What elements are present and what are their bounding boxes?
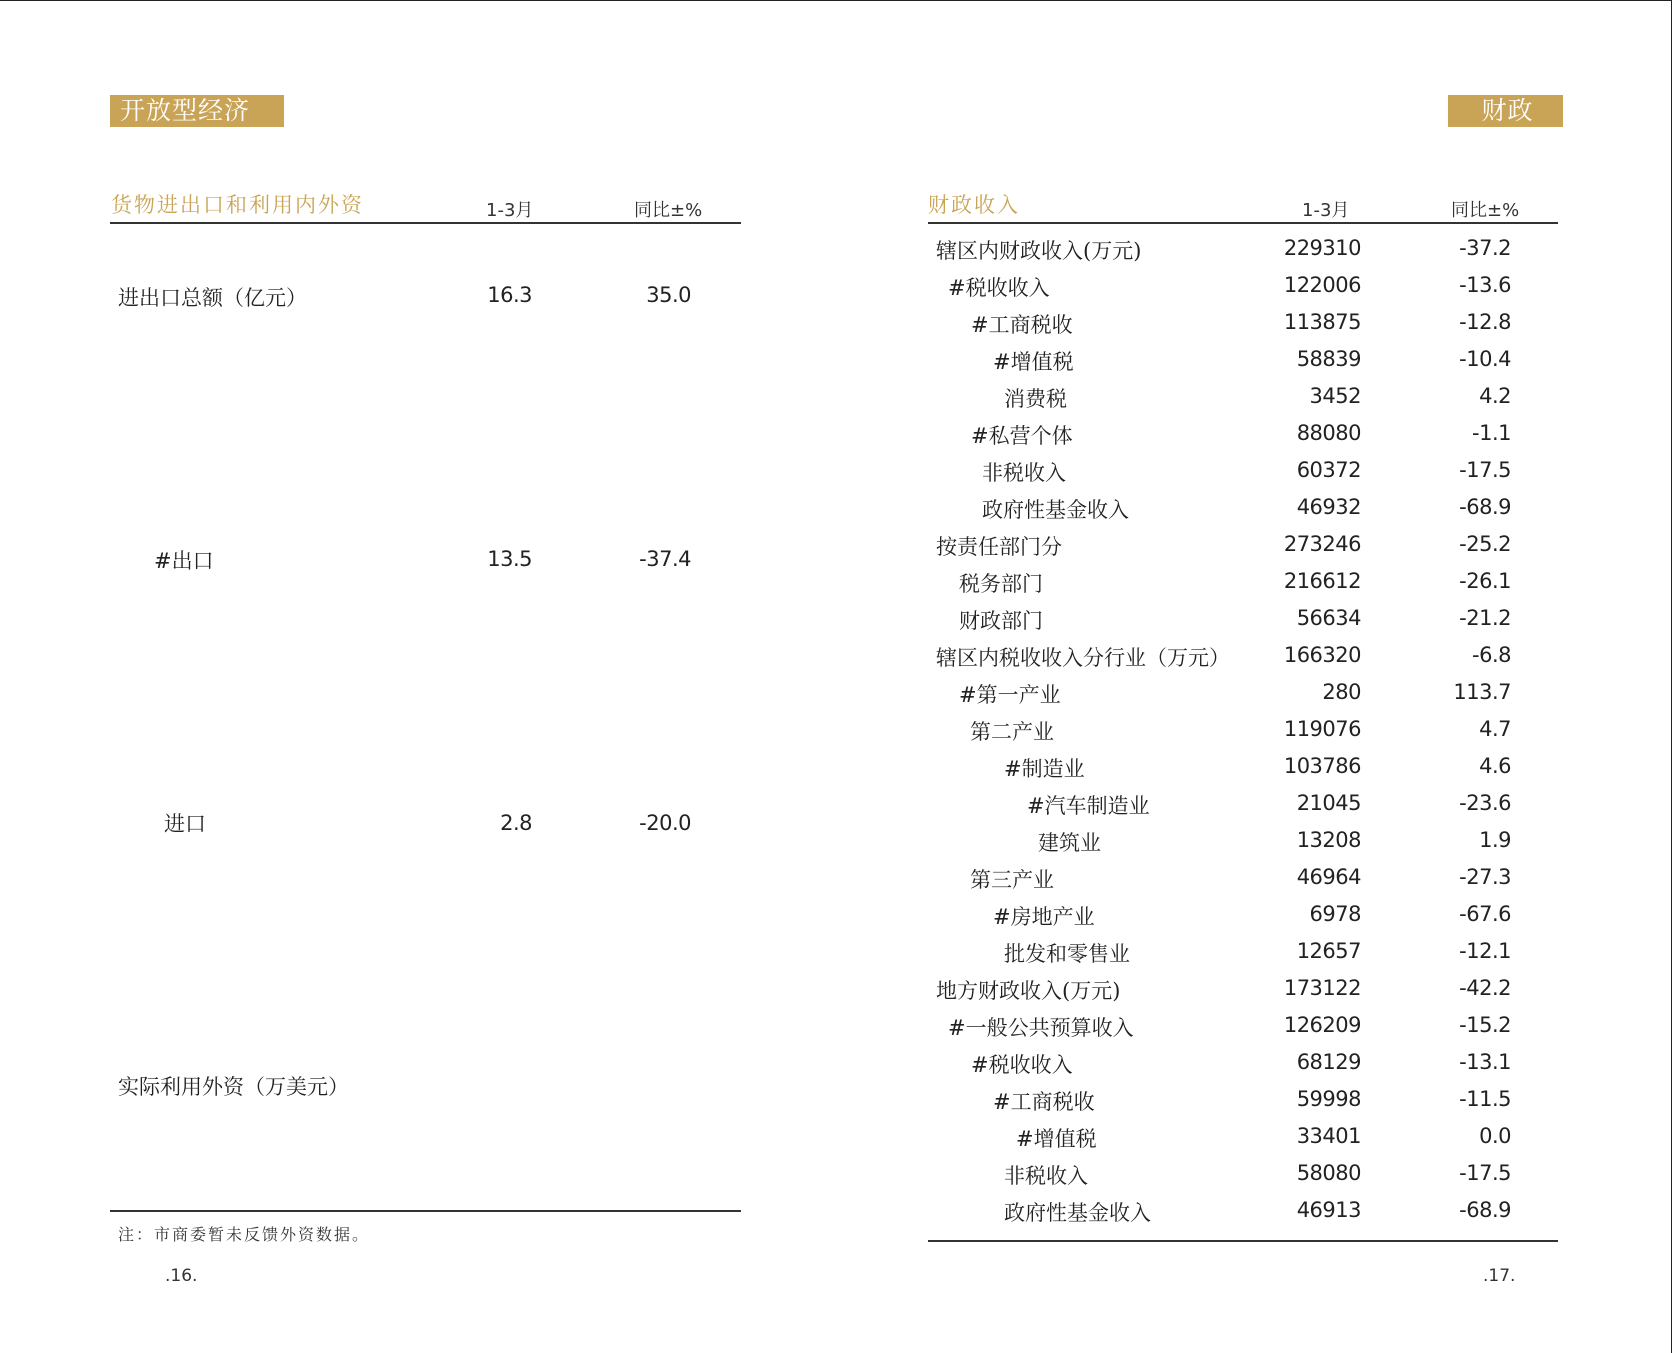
top-border — [0, 0, 1672, 1]
fiscal-row-yoy: -12.1 — [1459, 939, 1511, 963]
fiscal-row-yoy: 4.2 — [1479, 384, 1511, 408]
fiscal-row-label: 政府性基金收入 — [1004, 1201, 1151, 1225]
fiscal-row-yoy: 1.9 — [1479, 828, 1511, 852]
fiscal-row-label: 第三产业 — [970, 868, 1054, 892]
left-row-value: 16.3 — [487, 283, 532, 307]
fiscal-row-value: 103786 — [1283, 754, 1361, 778]
fiscal-row-yoy: -26.1 — [1459, 569, 1511, 593]
fiscal-row-value: 166320 — [1283, 643, 1361, 667]
left-row-label: 进口 — [164, 812, 206, 836]
fiscal-row-yoy: -13.1 — [1459, 1050, 1511, 1074]
right-col-period-header: 1-3月 — [1302, 200, 1350, 221]
fiscal-row-label: 第二产业 — [970, 720, 1054, 744]
fiscal-row-value: 273246 — [1283, 532, 1361, 556]
fiscal-row-label: 辖区内财政收入(万元) — [936, 239, 1142, 263]
fiscal-row-value: 216612 — [1283, 569, 1361, 593]
fiscal-row-yoy: -37.2 — [1459, 236, 1511, 260]
fiscal-row-label: #第一产业 — [959, 683, 1061, 707]
fiscal-row-value: 46932 — [1296, 495, 1361, 519]
right-header-rule — [928, 222, 1558, 224]
fiscal-row-label: #制造业 — [1004, 757, 1085, 781]
right-footer-rule — [928, 1240, 1558, 1242]
fiscal-row-yoy: -27.3 — [1459, 865, 1511, 889]
left-header-rule — [110, 222, 741, 224]
fiscal-row-yoy: -42.2 — [1459, 976, 1511, 1000]
right-col-yoy-header: 同比±% — [1451, 200, 1520, 221]
fiscal-row-label: 地方财政收入(万元) — [936, 979, 1121, 1003]
fiscal-row-label: #汽车制造业 — [1027, 794, 1150, 818]
fiscal-row-label: #房地产业 — [993, 905, 1095, 929]
page-number-right: .17. — [1483, 1266, 1516, 1286]
fiscal-row-value: 46964 — [1296, 865, 1361, 889]
fiscal-row-value: 3452 — [1309, 384, 1361, 408]
section-tag-open-economy: 开放型经济 — [110, 95, 284, 127]
fiscal-row-yoy: -13.6 — [1459, 273, 1511, 297]
left-col-period-header: 1-3月 — [486, 200, 534, 221]
fiscal-row-yoy: -10.4 — [1459, 347, 1511, 371]
fiscal-row-value: 113875 — [1283, 310, 1361, 334]
left-row-value: 13.5 — [487, 547, 532, 571]
fiscal-row-value: 6978 — [1309, 902, 1361, 926]
fiscal-row-label: #税收收入 — [948, 276, 1050, 300]
right-section-title: 财政收入 — [928, 193, 1020, 217]
left-row-yoy: -37.4 — [639, 547, 691, 571]
fiscal-row-value: 119076 — [1283, 717, 1361, 741]
fiscal-row-yoy: -17.5 — [1459, 458, 1511, 482]
fiscal-row-label: #工商税收 — [993, 1090, 1095, 1114]
fiscal-row-yoy: -11.5 — [1459, 1087, 1511, 1111]
left-row-yoy: -20.0 — [639, 811, 691, 835]
fiscal-row-yoy: 4.7 — [1479, 717, 1511, 741]
fiscal-row-value: 122006 — [1283, 273, 1361, 297]
fiscal-row-yoy: -1.1 — [1472, 421, 1511, 445]
fiscal-row-yoy: -15.2 — [1459, 1013, 1511, 1037]
fiscal-row-value: 12657 — [1296, 939, 1361, 963]
fiscal-row-label: 辖区内税收收入分行业（万元） — [936, 646, 1230, 670]
fiscal-row-label: #一般公共预算收入 — [948, 1016, 1134, 1040]
left-row-yoy: 35.0 — [646, 283, 691, 307]
fiscal-row-label: 按责任部门分 — [936, 535, 1062, 559]
fiscal-row-yoy: 4.6 — [1479, 754, 1511, 778]
fiscal-row-yoy: 113.7 — [1453, 680, 1511, 704]
left-section-title: 货物进出口和利用内外资 — [111, 193, 364, 217]
fiscal-row-value: 46913 — [1296, 1198, 1361, 1222]
fiscal-row-value: 68129 — [1296, 1050, 1361, 1074]
fiscal-row-value: 60372 — [1296, 458, 1361, 482]
left-row-label: 实际利用外资（万美元） — [118, 1075, 349, 1099]
fiscal-row-label: #税收收入 — [971, 1053, 1073, 1077]
fiscal-row-value: 58839 — [1296, 347, 1361, 371]
fiscal-row-value: 229310 — [1283, 236, 1361, 260]
fiscal-row-yoy: -68.9 — [1459, 1198, 1511, 1222]
left-footer-rule — [110, 1210, 741, 1212]
fiscal-row-label: 消费税 — [1004, 387, 1067, 411]
fiscal-row-value: 58080 — [1296, 1161, 1361, 1185]
fiscal-row-yoy: -17.5 — [1459, 1161, 1511, 1185]
fiscal-row-yoy: -68.9 — [1459, 495, 1511, 519]
page-number-left: .16. — [165, 1266, 198, 1286]
fiscal-row-label: 非税收入 — [1004, 1164, 1088, 1188]
fiscal-row-yoy: -21.2 — [1459, 606, 1511, 630]
fiscal-row-yoy: -6.8 — [1472, 643, 1511, 667]
left-row-label: #出口 — [154, 549, 214, 573]
fiscal-row-yoy: -25.2 — [1459, 532, 1511, 556]
fiscal-row-value: 13208 — [1296, 828, 1361, 852]
fiscal-row-value: 88080 — [1296, 421, 1361, 445]
section-tag-finance: 财政 — [1448, 95, 1563, 127]
fiscal-row-label: #工商税收 — [971, 313, 1073, 337]
fiscal-row-label: 政府性基金收入 — [982, 498, 1129, 522]
fiscal-row-value: 21045 — [1296, 791, 1361, 815]
fiscal-row-label: 建筑业 — [1038, 831, 1101, 855]
fiscal-row-value: 33401 — [1296, 1124, 1361, 1148]
left-footnote: 注：市商委暂未反馈外资数据。 — [118, 1225, 371, 1244]
fiscal-row-label: 非税收入 — [982, 461, 1066, 485]
left-row-value: 2.8 — [500, 811, 532, 835]
fiscal-row-value: 126209 — [1283, 1013, 1361, 1037]
fiscal-row-label: 税务部门 — [959, 572, 1043, 596]
fiscal-row-label: 财政部门 — [959, 609, 1043, 633]
fiscal-row-yoy: -12.8 — [1459, 310, 1511, 334]
fiscal-row-label: 批发和零售业 — [1004, 942, 1130, 966]
left-row-label: 进出口总额（亿元） — [118, 286, 307, 310]
fiscal-row-value: 173122 — [1283, 976, 1361, 1000]
fiscal-row-value: 56634 — [1296, 606, 1361, 630]
fiscal-row-label: #私营个体 — [971, 424, 1073, 448]
fiscal-row-label: #增值税 — [993, 350, 1074, 374]
fiscal-row-yoy: 0.0 — [1479, 1124, 1511, 1148]
fiscal-row-yoy: -67.6 — [1459, 902, 1511, 926]
fiscal-row-yoy: -23.6 — [1459, 791, 1511, 815]
fiscal-row-label: #增值税 — [1016, 1127, 1097, 1151]
fiscal-row-value: 280 — [1322, 680, 1361, 704]
left-col-yoy-header: 同比±% — [634, 200, 703, 221]
fiscal-row-value: 59998 — [1296, 1087, 1361, 1111]
